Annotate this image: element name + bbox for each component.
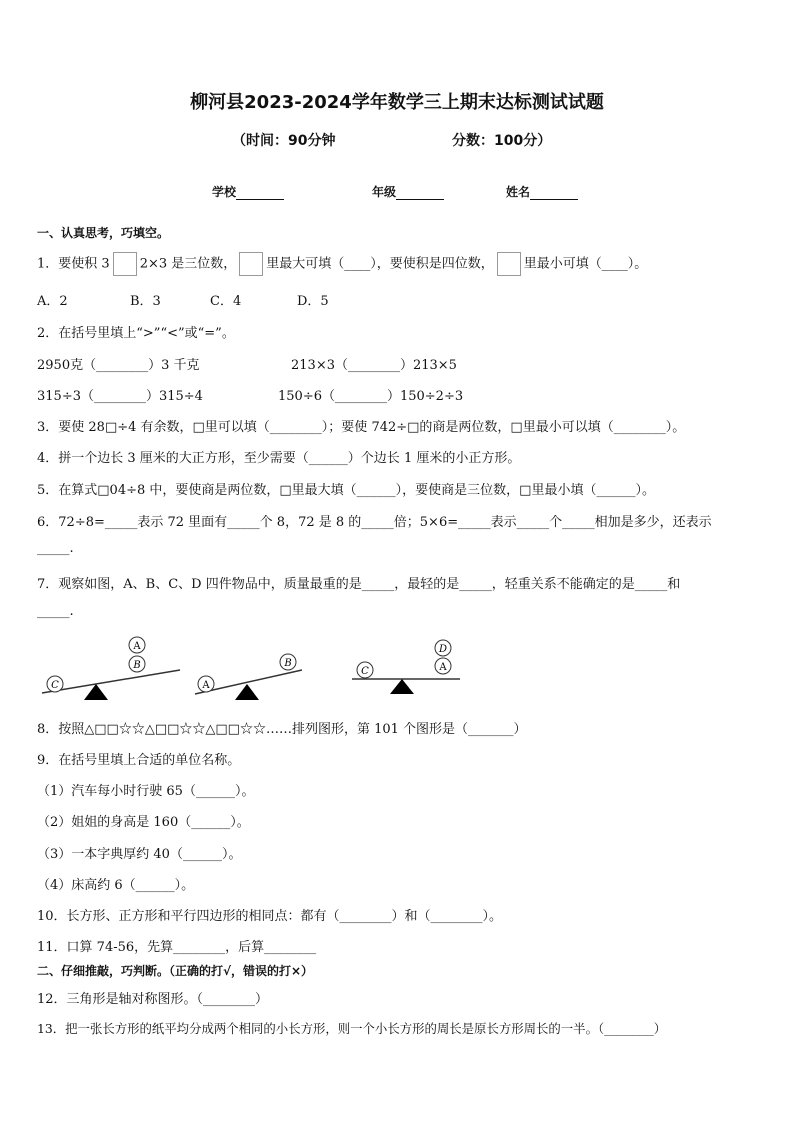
question-10: 10．长方形、正方形和平行四边形的相同点：都有（________）和（________）。 (37, 909, 503, 924)
item-d-3: D (438, 644, 448, 655)
fulcrum-2 (235, 684, 259, 700)
item-c-1: C (51, 680, 59, 691)
question-13: 13．把一张长方形的纸平均分成两个相同的小长方形，则一个小长方形的周长是原长方形周长的一半。（________） (37, 1021, 667, 1036)
q2-compare-4: 150÷6（________）150÷2÷3 (278, 389, 464, 404)
balance-scale-3 (352, 640, 460, 694)
q1-box-2[interactable] (239, 252, 263, 276)
question-11: 11．口算 74-56，先算________，后算________ (37, 940, 317, 955)
q9-item-4: （4）床高约 6（______）。 (37, 878, 195, 893)
q1-text-b: 2×3 是三位数， (139, 256, 237, 272)
question-5: 5．在算式□04÷8 中，要使商是两位数，□里最大填（______），要使商是三位数，□里最小填（______）。 (37, 483, 655, 498)
section2-heading: 二、仔细推敲，巧判断。（正确的打√，错误的打×） (37, 964, 314, 978)
name-label: 姓名 (506, 185, 531, 199)
grade-field (372, 183, 444, 200)
q2-compare-3: 315÷3（________）315÷4 (37, 389, 203, 404)
fulcrum-3 (390, 679, 414, 694)
q1-option-d[interactable]: D．5 (297, 294, 329, 309)
q9-item-2: （2）姐姐的身高是 160（______）。 (37, 815, 250, 830)
grade-blank[interactable] (396, 185, 444, 200)
question-9: 9．在括号里填上合适的单位名称。 (37, 753, 241, 768)
page-title: 柳河县2023-2024学年数学三上期末达标测试试题 (190, 92, 604, 113)
q9-item-3: （3）一本字典厚约 40（______）。 (37, 847, 242, 862)
q1-box-1[interactable] (113, 252, 137, 276)
question-7-line2: _____. (37, 604, 74, 619)
name-blank[interactable] (530, 185, 578, 200)
question-7-line1: 7．观察如图，A、B、C、D 四件物品中，质量最重的是_____，最轻的是_____，轻重关系不能确定的是_____和 (37, 577, 681, 592)
grade-label: 年级 (372, 185, 397, 199)
question-8: 8．按照△□□☆☆△□□☆☆△□□☆☆……排列图形，第 101 个图形是（_______） (37, 722, 527, 737)
q1-text-c: 里最大可填（____），要使积是四位数， (266, 256, 494, 272)
item-b-2: B (284, 658, 292, 669)
section1-heading: 一、认真思考，巧填空。 (37, 226, 170, 240)
exam-time: （时间：90分钟 (232, 133, 336, 149)
q1-text-d: 里最小可填（____）。 (523, 256, 648, 272)
item-c-3: C (361, 666, 369, 677)
q1-box-3[interactable] (497, 252, 521, 276)
q1-option-a[interactable]: A．2 (37, 294, 68, 309)
q1-text-a: 1．要使积 3 (37, 256, 110, 272)
school-blank[interactable] (236, 185, 284, 200)
question-6-line1: 6．72÷8=_____表示 72 里面有_____个 8，72 是 8 的_____倍；5×6=_____表示_____个_____相加是多少，还表示 (37, 515, 712, 530)
school-field (212, 183, 284, 200)
item-a-1: A (133, 641, 141, 652)
exam-score: 分数：100分） (452, 133, 552, 149)
item-a-2: A (202, 680, 210, 691)
school-label: 学校 (212, 185, 237, 199)
balance-scale-2 (195, 654, 302, 700)
q1-option-b[interactable]: B．3 (130, 294, 161, 309)
balance-scale-1 (42, 637, 180, 700)
q9-item-1: （1）汽车每小时行驶 65（______）。 (37, 784, 255, 799)
question-4: 4．拼一个边长 3 厘米的大正方形，至少需要（______）个边长 1 厘米的小正方形。 (37, 451, 521, 466)
q1-option-c[interactable]: C．4 (210, 294, 242, 309)
balance-scales-figure (30, 628, 480, 708)
question-1 (37, 252, 647, 276)
question-2: 2．在括号里填上“>”“<”或“=”。 (37, 326, 235, 341)
item-a-3: A (439, 662, 447, 673)
item-b-1: B (133, 660, 141, 671)
name-field (506, 183, 578, 200)
fulcrum-1 (84, 684, 108, 700)
q2-compare-1: 2950克（________）3 千克 (37, 358, 200, 373)
question-6-line2: _____. (37, 541, 74, 556)
question-12: 12．三角形是轴对称图形。（________） (37, 992, 269, 1007)
q2-compare-2: 213×3（________）213×5 (291, 358, 457, 373)
question-3: 3．要使 28□÷4 有余数，□里可以填（________）；要使 742÷□的商是两位数，□里最小可以填（________）。 (37, 420, 686, 435)
